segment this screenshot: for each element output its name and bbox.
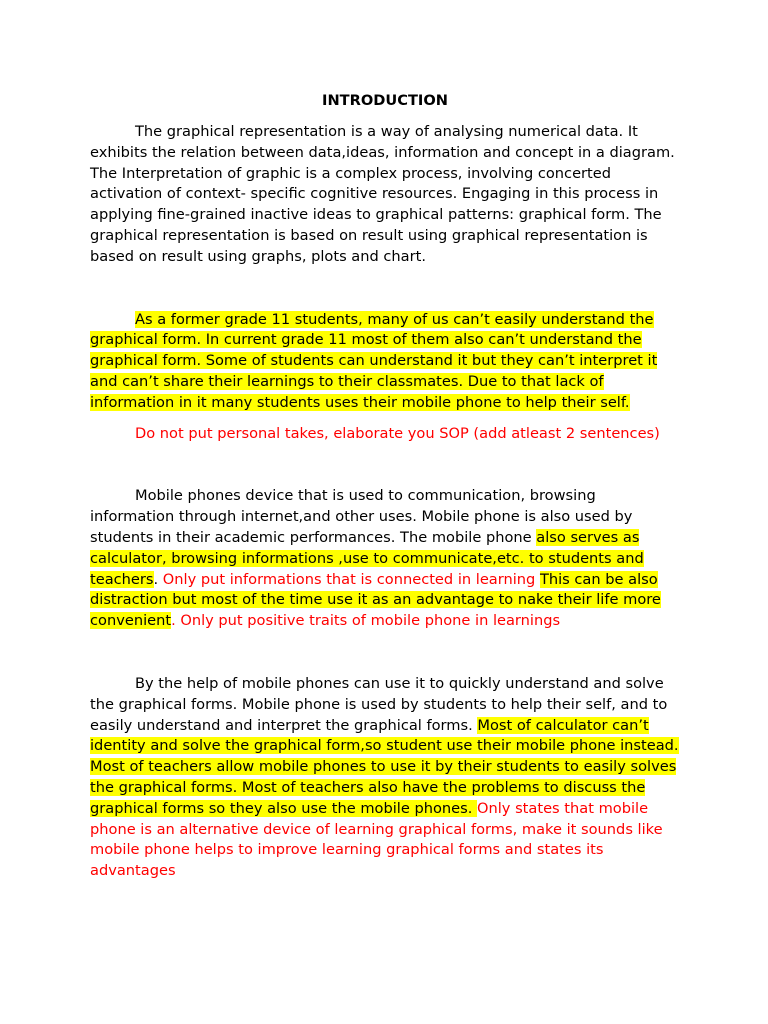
paragraph-3 — [90, 486, 680, 632]
spacer — [90, 444, 680, 486]
paragraph-1: The graphical representation is a way of analysing numerical data. It exhibits the relation between data,ideas, information and concept in a diagram. The Interpretation of graphic is a complex process, involving concerted activation of context- specific cognitive resources. Engaging in this process in applying fine-grained inactive ideas to graphical patterns: graphical form. The graphical representation is based on result using graphical representation is based on result using graphs, plots and chart. — [90, 123, 675, 265]
spacer — [90, 414, 680, 424]
reviewer-comment-inline: Only states that mobile phone is an alternative device of learning graphical forms, make it sounds like mobile phone helps to improve learning graphical forms and states its advantages — [90, 799, 663, 880]
plain-text: . — [153, 570, 159, 588]
highlighted-text: Most of calculator can’t identity and solve the graphical form,so student use their mobile phone instead. Most of teachers allow mobile phones to use it by their students to easily solves the graphical forms. Most of teachers also have the problems to discuss the graphical forms so they also use the mobile phones. — [90, 716, 679, 817]
paragraph-4 — [90, 674, 680, 882]
highlighted-text: This can be also distraction but most of the time use it as an advantage to nake their life more convenient — [90, 570, 661, 630]
paragraph-2 — [90, 310, 680, 414]
reviewer-comment-inline: . Only put positive traits of mobile phone in learnings — [171, 612, 561, 630]
spacer — [90, 632, 680, 674]
plain-text: By the help of mobile phones can use it to quickly understand and solve the graphical forms. Mobile phone is used by students to help their self, and to easily understand and interpret the graphical forms. — [90, 674, 668, 734]
highlighted-text: As a former grade 11 students, many of us can’t easily understand the graphical form. In current grade 11 most of them also can’t understand the graphical form. Some of students can understand it but they can’t interpret it and can’t share their learnings to their classmates. Due to that lack of information in it many students uses their mobile phone to help their self. — [90, 310, 658, 411]
document-title: INTRODUCTION — [322, 92, 448, 109]
reviewer-comment-inline: Only put informations that is connected in learning — [158, 570, 540, 588]
highlighted-text: also serves as calculator, browsing informations ,use to communicate,etc. to students and teachers — [90, 528, 644, 588]
spacer — [90, 268, 680, 310]
plain-text: Mobile phones device that is used to communication, browsing information through internet,and other uses. Mobile phone is also used by students in their academic performances. The mobile phone — [90, 487, 633, 546]
document-page — [90, 90, 680, 882]
reviewer-comment-1: Do not put personal takes, elaborate you SOP (add atleast 2 sentences) — [135, 424, 660, 442]
